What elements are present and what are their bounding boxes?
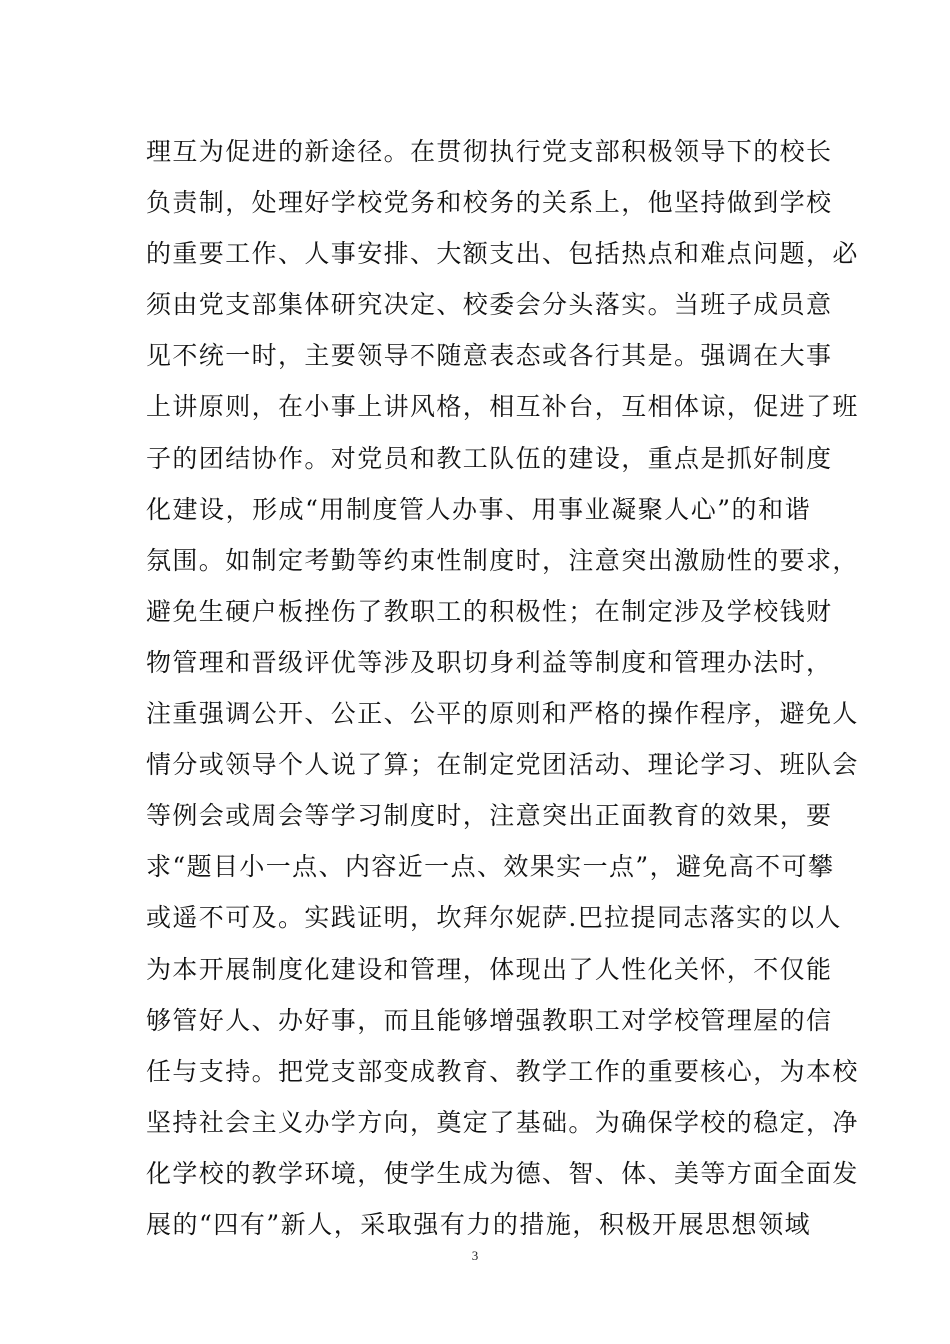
text-line: 展的“四有”新人，采取强有力的措施，积极开展思想领域: [146, 1209, 811, 1239]
text-line: 的重要工作、人事安排、大额支出、包括热点和难点问题，必: [146, 239, 859, 269]
text-line: 化学校的教学环境，使学生成为德、智、体、美等方面全面发: [146, 1158, 859, 1188]
text-line: 够管好人、办好事，而且能够增强教职工对学校管理屋的信: [146, 1005, 833, 1035]
body-text: [146, 126, 859, 1250]
text-line: 为本开展制度化建设和管理，体现出了人性化关怀，不仅能: [146, 954, 833, 984]
text-line: 避免生硬户板挫伤了教职工的积极性；在制定涉及学校钱财: [146, 596, 833, 626]
text-line: 氛围。如制定考勤等约束性制度时，注意突出激励性的要求，: [146, 545, 859, 575]
text-line: 负责制，处理好学校党务和校务的关系上，他坚持做到学校: [146, 188, 833, 218]
text-line: 注重强调公开、公正、公平的原则和严格的操作程序，避免人: [146, 699, 859, 729]
text-line: 坚持社会主义办学方向，奠定了基础。为确保学校的稳定，净: [146, 1107, 859, 1137]
text-line: 见不统一时，主要领导不随意表态或各行其是。强调在大事: [146, 341, 833, 371]
text-line: 或遥不可及。实践证明，坎拜尔妮萨.巴拉提同志落实的以人: [146, 903, 842, 933]
text-line: 化建设，形成“用制度管人办事、用事业凝聚人心”的和谐: [146, 494, 811, 524]
text-line: 须由党支部集体研究决定、校委会分头落实。当班子成员意: [146, 290, 833, 320]
text-line: 理互为促进的新途径。在贯彻执行党支部积极领导下的校长: [146, 137, 833, 166]
text-line: 情分或领导个人说了算；在制定党团活动、理论学习、班队会: [146, 750, 859, 780]
text-line: 等例会或周会等学习制度时，注意突出正面教育的效果，要: [146, 801, 833, 831]
text-line: 物管理和晋级评优等涉及职切身利益等制度和管理办法时，: [146, 647, 833, 677]
text-line: 任与支持。把党支部变成教育、教学工作的重要核心，为本校: [146, 1056, 859, 1086]
text-line: 子的团结协作。对党员和教工队伍的建设，重点是抓好制度: [146, 443, 833, 473]
text-line: 上讲原则，在小事上讲风格，相互补台，互相体谅，促进了班: [146, 392, 859, 422]
page-number: 3: [471, 1248, 479, 1263]
text-line: 求“题目小一点、内容近一点、效果实一点”，避免高不可攀: [146, 852, 835, 882]
